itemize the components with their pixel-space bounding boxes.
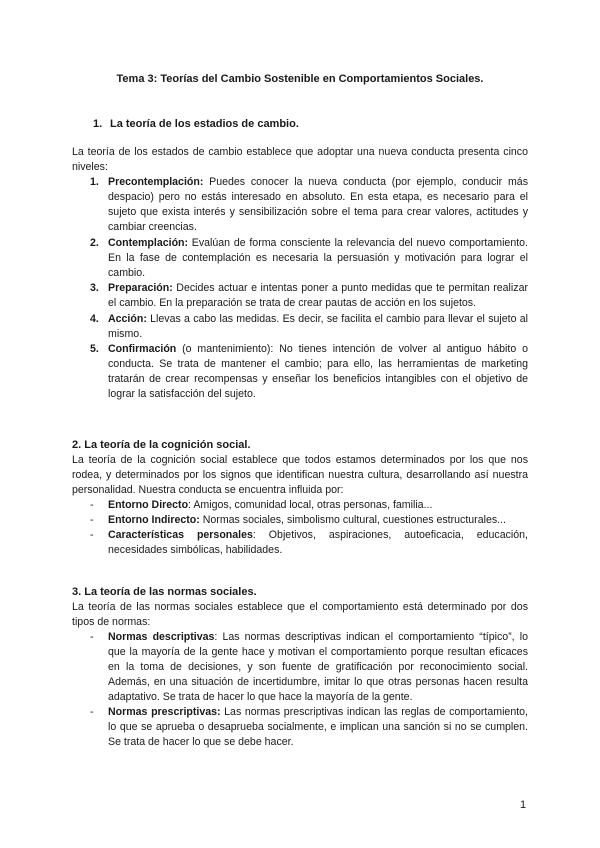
section1-heading-text: La teoría de los estadios de cambio. (110, 118, 299, 130)
section2-intro: La teoría de la cognición social establece que todos estamos determinados por los que nos rodea, y determinados por los signos que identifican nuestra cultura, desarrollando así nuestra personalidad. Nuestra conducta se encuentra influida por: (72, 454, 528, 496)
item-text: Evalúan de forma consciente la relevancia del nuevo comportamiento. En la fase de contemplación es necesaria la persuasión y motivación para lograr el cambio. (108, 236, 528, 279)
item-text: Puedes conocer la nueva conducta (por ejemplo, conducir más despacio) pero no estás interesado en absoluto. En esta etapa, es necesario para el sujeto que exista interés y sensibilización sobre el tema para crear valores, actitudes y cambiar creencias. (108, 176, 528, 233)
item-text: Normas sociales, simbolismo cultural, cuestiones estructurales... (199, 514, 506, 526)
item-term: Entorno Directo (108, 499, 189, 511)
item-text: Decides actuar e intentas poner a punto medidas que te permitan realizar el cambio. En la preparación se trata de crear pautas de acción en los sujetos. (108, 282, 528, 309)
section3-heading: 3. La teoría de las normas sociales. (72, 586, 257, 598)
dash-bullet: - (90, 631, 94, 643)
item-number: 1. (90, 176, 99, 188)
item-term: Entorno Indirecto: (108, 514, 200, 526)
list-item (72, 630, 528, 705)
stages-list (72, 175, 528, 403)
dash-bullet: - (90, 529, 94, 541)
list-item (72, 513, 528, 528)
item-text: : Las normas descriptivas indican el comportamiento “típico”, lo que la mayoría de la gente hace y motivan el comportamiento porque resultan eficaces en la toma de decisiones, y son fuente de gratificación por reconocimiento social. Además, en una situación de incertidumbre, imitar lo que otras personas hacen resulta adaptativo. Se trata de hacer lo que hace la mayoría de la gente. (108, 631, 528, 703)
section2-heading: 2. La teoría de la cognición social. (72, 439, 251, 451)
item-term: Características personales (108, 529, 253, 541)
dash-bullet: - (90, 706, 94, 718)
document-title: Tema 3: Teorías del Cambio Sostenible en Comportamientos Sociales. (116, 73, 484, 85)
page-number: 1 (520, 799, 527, 811)
dash-bullet: - (90, 514, 94, 526)
norms-list (72, 630, 528, 750)
dash-bullet: - (90, 499, 94, 511)
item-number: 4. (90, 312, 99, 325)
section1-intro: La teoría de los estados de cambio establece que adoptar una nueva conducta presenta cinco niveles: (72, 146, 528, 173)
list-item (72, 236, 528, 281)
list-item (72, 312, 528, 342)
item-text: : Amigos, comunidad local, otras personas, familia... (188, 499, 433, 511)
cognition-list (72, 498, 528, 558)
item-number: 2. (90, 236, 99, 249)
item-number: 5. (90, 343, 99, 355)
item-term: Preparación: (108, 282, 173, 294)
list-item (72, 281, 528, 311)
list-item (72, 342, 528, 402)
section3-intro: La teoría de las normas sociales establece que el comportamiento está determinado por dos tipos de normas: (72, 601, 528, 628)
item-term: Confirmación (108, 343, 177, 355)
item-text: : Objetivos, aspiraciones, autoeficacia, educación, necesidades simbólicas, habilidades. (108, 529, 528, 556)
item-term: Precontemplación: (108, 176, 204, 188)
section1-heading (93, 117, 299, 132)
item-text: Llevas a cabo las medidas. Es decir, se facilita el cambio para llevar el sujeto al mismo. (108, 312, 528, 340)
item-term: Contemplación: (108, 236, 189, 249)
section1-number: 1. (93, 118, 103, 130)
item-term: Normas prescriptivas: (108, 706, 221, 718)
item-term: Normas descriptivas (108, 631, 215, 643)
item-text: (o mantenimiento): No tienes intención de volver al antiguo hábito o conducta. Se trata de mantener el cambio; para ello, las herramientas de marketing tratarán de crear recompensas y enseñar los beneficios intangibles con el objetivo de lograr la satisfacción del sujeto. (108, 343, 528, 400)
item-text: Las normas prescriptivas indican las reglas de comportamiento, lo que se aprueba o desaprueba socialmente, e implican una sanción si no se cumplen. Se trata de hacer lo que se debe hacer. (108, 706, 528, 748)
list-item (72, 498, 528, 513)
item-term: Acción: (108, 312, 147, 325)
item-number: 3. (90, 282, 99, 294)
list-item (72, 705, 528, 750)
list-item (72, 528, 528, 558)
list-item (72, 175, 528, 235)
